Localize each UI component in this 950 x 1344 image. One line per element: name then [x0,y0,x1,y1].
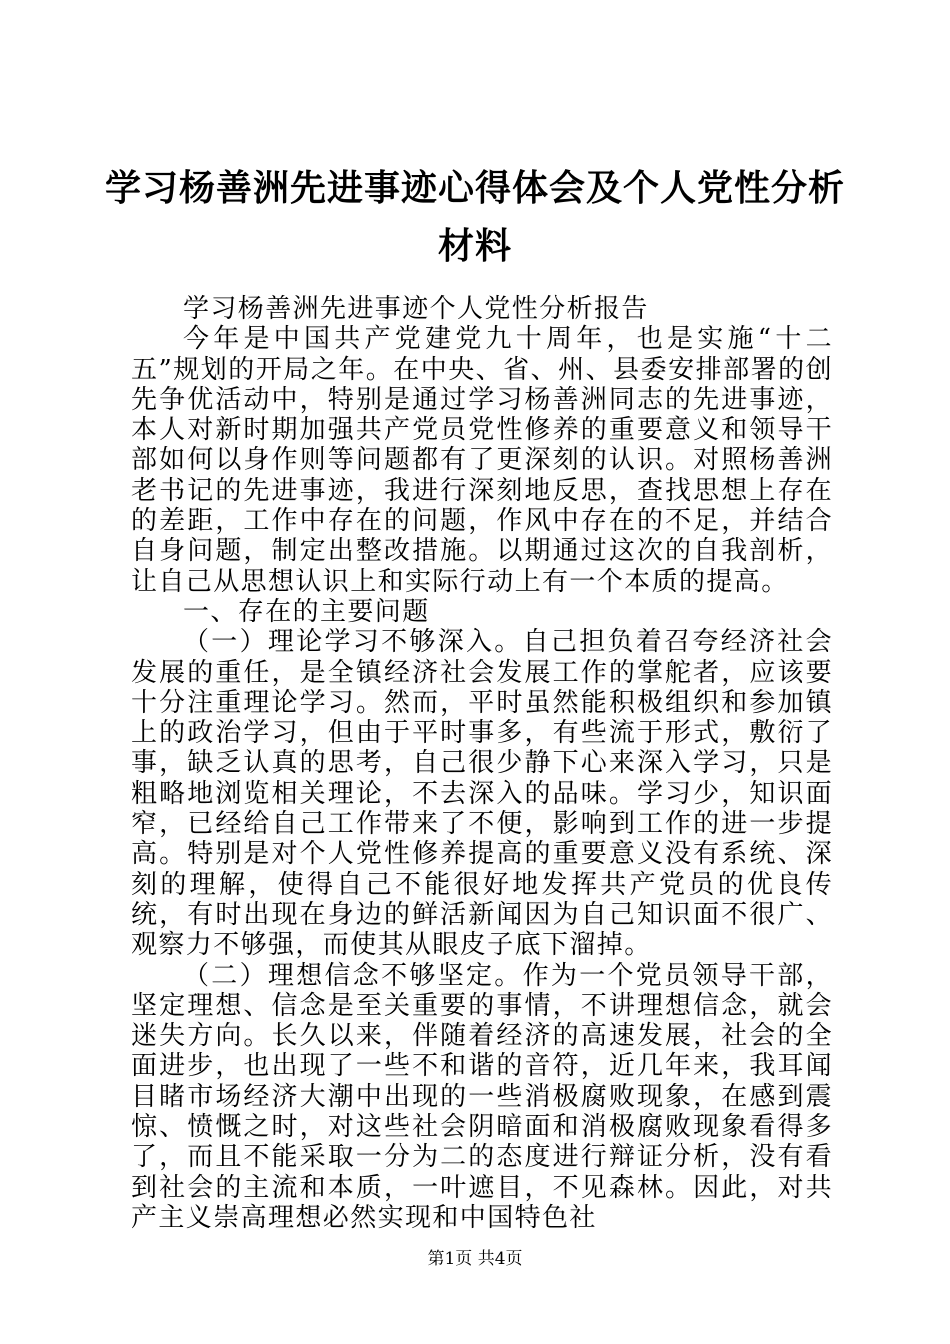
document-title-line-1: 学习杨善洲先进事迹心得体会及个人党性分析 [104,167,845,209]
document-body [131,294,833,1233]
section-heading-main-problems: 一、存在的主要问题 [183,596,430,627]
body-paragraph-theory-study: （一）理论学习不够深入。自己担负着召夸经济社会发展的重任，是全镇经济社会发展工作的掌舵者，应该要十分注重理论学习。然而，平时虽然能积极组织和参加镇上的政治学习，但由于平时事多，有些流于形式，敷衍了事，缺乏认真的思考，自己很少静下心来深入学习，只是粗略地浏览相关理论，不去深入的品味。学习少，知识面窄，已经给自己工作带来了不便，影响到工作的进一步提高。特别是对个人党性修养提高的重要意义没有系统、深刻的理解，使得自己不能很好地发挥共产党员的优良传统，有时出现在身边的鲜活新闻因为自己知识面不很广、观察力不够强，而使其从眼皮子底下溜掉。 [131,627,833,961]
page-number-footer: 第1页 共4页 [427,1249,523,1269]
body-paragraph-ideals-beliefs: （二）理想信念不够坚定。作为一个党员领导干部，坚定理想、信念是至关重要的事情，不讲理想信念，就会迷失方向。长久以来，伴随着经济的高速发展，社会的全面进步，也出现了一些不和谐的音符，近几年来，我耳闻目睹市场经济大潮中出现的一些消极腐败现象，在感到震惊、愤慨之时，对这些社会阴暗面和消极腐败现象看得多了，而且不能采取一分为二的态度进行辩证分析，没有看到社会的主流和本质，一叶遮目，不见森林。因此，对共产主义崇高理想必然实现和中国特色社 [131,960,833,1233]
body-paragraph-intro: 今年是中国共产党建党九十周年，也是实施“十二五”规划的开局之年。在中央、省、州、县委安排部署的创先争优活动中，特别是通过学习杨善洲同志的先进事迹，本人对新时期加强共产党员党性修养的重要意义和领导干部如何以身作则等问题都有了更深刻的认识。对照杨善洲老书记的先进事迹，我进行深刻地反思，查找思想上存在的差距，工作中存在的问题，作风中存在的不足，并结合自身问题，制定出整改措施。以期通过这次的自我剖析，让自己从思想认识上和实际行动上有一个本质的提高。 [131,324,833,597]
document-title-line-2: 材料 [437,225,512,267]
report-subtitle: 学习杨善洲先进事迹个人党性分析报告 [183,294,649,324]
